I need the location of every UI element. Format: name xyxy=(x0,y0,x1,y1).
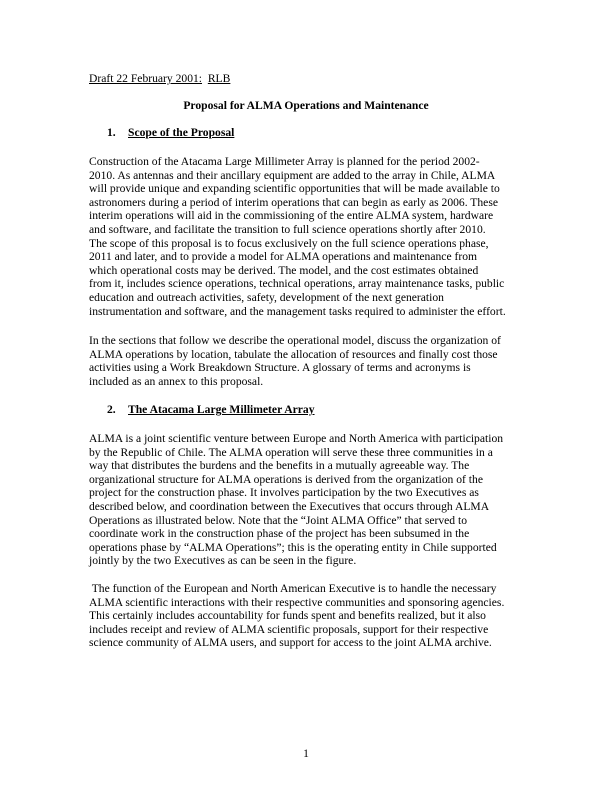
paragraph-line: includes receipt and review of ALMA scientific proposals, support for their respective xyxy=(89,622,489,636)
paragraph-line: from it, includes science operations, technical operations, array maintenance tasks, public xyxy=(89,277,505,291)
paragraph-line: 2010. As antennas and their ancillary equipment are added to the array in Chile, ALMA xyxy=(89,168,496,182)
paragraph-scope-2 xyxy=(89,334,529,388)
paragraph-line: 2011 and later, and to provide a model for ALMA operations and maintenance from xyxy=(89,250,478,264)
paragraph-line: Construction of the Atacama Large Millimeter Array is planned for the period 2002- xyxy=(89,155,480,168)
paragraph-line: ALMA is a joint scientific venture between Europe and North America with participation xyxy=(89,432,504,445)
paragraph-line: ALMA operations by location, tabulate the allocation of resources and finally cost those xyxy=(89,347,498,361)
paragraph-line: education and outreach activities, safety, development of the next generation xyxy=(89,290,444,304)
section-number: 1. xyxy=(107,126,116,139)
section-number: 2. xyxy=(107,403,116,416)
paragraph-line: way that distributes the burdens and the benefits in a mutually agreeable way. The xyxy=(89,459,470,473)
paragraph-alma-1 xyxy=(89,432,529,568)
paragraph-scope-1 xyxy=(89,155,529,318)
section-heading-scope xyxy=(107,126,234,140)
paragraph-line: The scope of this proposal is to focus exclusively on the full science operations phase, xyxy=(89,236,489,250)
draft-author xyxy=(202,72,230,85)
paragraph-line: which operational costs may be derived. The model, and the cost estimates obtained xyxy=(89,263,479,277)
paragraph-line: project for the construction phase. It involves participation by the two Executives as xyxy=(89,486,479,500)
paragraph-line: The function of the European and North American Executive is to handle the necessary xyxy=(89,582,497,595)
page-number: 1 xyxy=(303,747,309,760)
document-title: Proposal for ALMA Operations and Maintenance xyxy=(183,99,429,112)
draft-header xyxy=(89,72,230,86)
paragraph-line: described below, and coordination between the Executives that occurs through ALMA xyxy=(89,499,490,513)
paragraph-alma-2 xyxy=(89,582,529,650)
paragraph-line: science community of ALMA users, and support for access to the joint ALMA archive. xyxy=(89,636,492,650)
draft-date-label: Draft 22 February 2001: xyxy=(89,72,203,85)
section-title: The Atacama Large Millimeter Array xyxy=(128,403,315,416)
paragraph-line: organizational structure for ALMA operations is derived from the organization of the xyxy=(89,472,483,486)
section-title: Scope of the Proposal xyxy=(128,126,235,139)
paragraph-line: will provide unique and expanding scientific opportunities that will be made available to xyxy=(89,182,500,196)
paragraph-line: operations phase by “ALMA Operations”; this is the operating entity in Chile supported xyxy=(89,540,497,554)
paragraph-line: included as an annex to this proposal. xyxy=(89,374,264,388)
paragraph-line: This certainly includes accountability for funds spent and benefits realized, but it also xyxy=(89,609,486,623)
paragraph-line: jointly by the two Executives as can be seen in the figure. xyxy=(89,554,357,568)
draft-author-initials: RLB xyxy=(207,72,231,85)
paragraph-line: coordinate work in the construction phase of the project has been subsumed in the xyxy=(89,527,470,541)
paragraph-line: interim operations will aid in the commissioning of the entire ALMA system, hardware xyxy=(89,209,494,223)
section-heading-alma xyxy=(107,403,315,417)
paragraph-line: by the Republic of Chile. The ALMA operation will serve these three communities in a xyxy=(89,445,493,459)
paragraph-line: instrumentation and software, and the management tasks required to administer the effort. xyxy=(89,304,506,318)
paragraph-line: Operations as illustrated below. Note that the “Joint ALMA Office” that served to xyxy=(89,513,467,527)
paragraph-line: In the sections that follow we describe the operational model, discuss the organization of xyxy=(89,334,501,347)
paragraph-line: astronomers during a period of interim operations that can begin as early as 2006. These xyxy=(89,195,498,209)
paragraph-line: activities using a Work Breakdown Structure. A glossary of terms and acronyms is xyxy=(89,361,471,375)
paragraph-line: ALMA scientific interactions with their respective communities and sponsoring agencies. xyxy=(89,595,505,609)
paragraph-line: and software, and facilitate the transition to full science operations shortly after 2010. xyxy=(89,222,486,236)
